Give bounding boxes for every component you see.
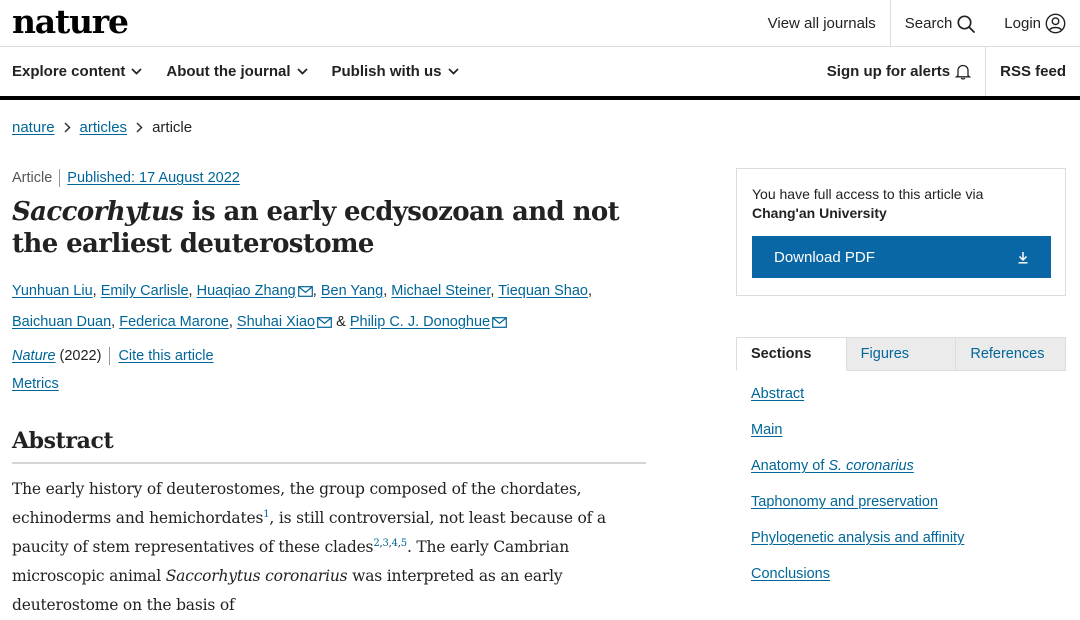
rss-feed-link[interactable] xyxy=(985,47,1080,96)
section-item xyxy=(751,386,964,422)
author-separator: , xyxy=(490,283,499,299)
author-link[interactable]: Yunhuan Liu xyxy=(12,283,93,299)
sidebar-tabs xyxy=(736,337,1066,371)
download-pdf-button[interactable] xyxy=(752,236,1051,278)
envelope-icon[interactable] xyxy=(317,310,332,339)
nav-right-links xyxy=(813,47,1080,96)
reference-link[interactable]: 3 xyxy=(382,537,389,549)
author-separator: , xyxy=(228,314,237,330)
bell-icon xyxy=(955,63,971,80)
species-name: Saccorhytus coronarius xyxy=(165,567,348,585)
publish-with-us-label: Publish with us xyxy=(331,63,442,80)
main-nav xyxy=(0,47,1080,96)
login-label: Login xyxy=(1004,15,1041,32)
chevron-down-icon xyxy=(448,68,459,75)
author-separator: & xyxy=(332,314,350,330)
breadcrumb-articles[interactable]: articles xyxy=(79,119,128,136)
reference-link[interactable]: 1 xyxy=(263,508,270,520)
breadcrumb xyxy=(12,119,192,136)
published-date-link[interactable]: Published: 17 August 2022 xyxy=(67,170,240,186)
title-rest: is an early ecdysozoan and not the earliest deuterostome xyxy=(12,197,620,259)
view-all-journals-link[interactable] xyxy=(754,0,890,47)
abstract-segment: . The early Cambrian microscopic animal xyxy=(12,538,570,585)
explore-content-label: Explore content xyxy=(12,63,126,80)
abstract-heading: Abstract xyxy=(12,428,646,464)
search-button[interactable] xyxy=(890,0,991,47)
author-link[interactable]: Shuhai Xiao xyxy=(236,314,316,330)
envelope-icon[interactable] xyxy=(492,310,507,339)
section-link-text: Anatomy of xyxy=(751,458,829,474)
author-link[interactable]: Baichuan Duan xyxy=(12,314,112,330)
year: (2022) xyxy=(59,348,102,364)
tab-references[interactable]: References xyxy=(956,337,1066,371)
section-item xyxy=(751,530,964,566)
download-pdf-label: Download PDF xyxy=(774,248,875,266)
abstract-segment: was interpreted as an early deuterostome on the basis of xyxy=(12,567,563,614)
reference-link[interactable]: 2 xyxy=(373,537,380,549)
section-link[interactable]: Main xyxy=(751,422,783,438)
author-link[interactable]: Philip C. J. Donoghue xyxy=(349,314,491,330)
abstract-segment: , is still controversial, not least because of a paucity of stem representatives of these clades xyxy=(12,509,606,556)
access-text: You have full access to this article via xyxy=(752,186,984,202)
divider xyxy=(109,347,110,365)
explore-content-menu[interactable] xyxy=(12,63,142,80)
sign-up-alerts-link[interactable] xyxy=(813,47,985,96)
author-link[interactable]: Tiequan Shao xyxy=(498,283,588,299)
author-separator: , xyxy=(111,314,120,330)
breadcrumb-nature[interactable]: nature xyxy=(12,119,55,136)
chevron-down-icon xyxy=(131,68,142,75)
login-button[interactable] xyxy=(990,0,1080,47)
abstract-text: The early history of deuterostomes, the group composed of the chordates, echinoderms and hemichordates$^1$, is still controversial, not least because of a paucity of stem representatives of these clades$^{2,3,4,5}$. The early Cambrian microscopic animal Saccorhytus coronarius was interpreted as an early deuterostome on the basis of xyxy=(12,480,606,614)
article-type: Article xyxy=(12,170,53,186)
author-separator: , xyxy=(587,283,592,299)
article-meta xyxy=(12,169,240,187)
nature-logo[interactable]: nature xyxy=(12,2,128,41)
section-item xyxy=(751,494,964,530)
sections-list xyxy=(751,386,964,602)
section-link[interactable]: Phylogenetic analysis and affinity xyxy=(751,530,965,546)
access-box xyxy=(736,168,1066,296)
breadcrumb-current: article xyxy=(152,119,193,136)
envelope-icon[interactable] xyxy=(298,279,313,308)
author-separator: , xyxy=(312,283,321,299)
about-journal-label: About the journal xyxy=(166,63,291,80)
author-separator: , xyxy=(92,283,101,299)
section-link[interactable]: Abstract xyxy=(751,386,805,402)
section-link[interactable]: Conclusions xyxy=(751,566,830,582)
access-message xyxy=(752,185,983,223)
author-separator: , xyxy=(188,283,197,299)
section-item xyxy=(751,566,964,602)
nav-menus xyxy=(12,47,483,96)
section-link[interactable]: Taphonomy and preservation xyxy=(751,494,939,510)
section-item xyxy=(751,422,964,458)
chevron-right-icon xyxy=(64,122,71,133)
tab-sections[interactable]: Sections xyxy=(736,337,847,371)
author-link[interactable]: Michael Steiner xyxy=(391,283,491,299)
title-italic: Saccorhytus xyxy=(12,197,184,227)
author-link[interactable]: Federica Marone xyxy=(119,314,229,330)
citation-line xyxy=(12,347,214,365)
top-bar xyxy=(0,0,1080,47)
chevron-down-icon xyxy=(297,68,308,75)
user-circle-icon xyxy=(1045,13,1066,34)
section-link[interactable] xyxy=(751,458,914,474)
section-item xyxy=(751,458,964,494)
reference-link[interactable]: 5 xyxy=(400,537,407,549)
rss-label: RSS feed xyxy=(1000,63,1066,80)
header-divider xyxy=(0,96,1080,100)
tab-figures[interactable]: Figures xyxy=(847,337,957,371)
reference-link[interactable]: 4 xyxy=(391,537,398,549)
alerts-label: Sign up for alerts xyxy=(826,63,951,80)
author-link[interactable]: Huaqiao Zhang xyxy=(196,283,296,299)
author-link[interactable]: Ben Yang xyxy=(320,283,384,299)
divider xyxy=(59,169,60,187)
search-icon xyxy=(956,14,976,34)
search-label: Search xyxy=(904,15,953,32)
download-arrow-icon xyxy=(1017,251,1029,264)
publish-with-us-menu[interactable] xyxy=(332,63,459,80)
journal-link[interactable]: Nature xyxy=(12,348,56,364)
cite-article-link[interactable]: Cite this article xyxy=(118,348,214,364)
abstract-segment: The early history of deuterostomes, the group composed of the chordates, echinoderms and hemichordates xyxy=(12,480,582,527)
top-right-links xyxy=(754,0,1080,47)
view-all-journals-label: View all journals xyxy=(767,15,876,32)
metrics-link[interactable]: Metrics xyxy=(12,376,59,392)
author-list xyxy=(12,277,652,339)
section-link-italic: S. coronarius xyxy=(828,458,914,474)
metrics-container xyxy=(12,376,59,392)
about-journal-menu[interactable] xyxy=(166,63,307,80)
author-separator: , xyxy=(383,283,392,299)
article-title xyxy=(12,196,652,260)
institution-name: Chang'an University xyxy=(752,205,887,221)
author-link[interactable]: Emily Carlisle xyxy=(100,283,189,299)
chevron-right-icon xyxy=(136,122,143,133)
